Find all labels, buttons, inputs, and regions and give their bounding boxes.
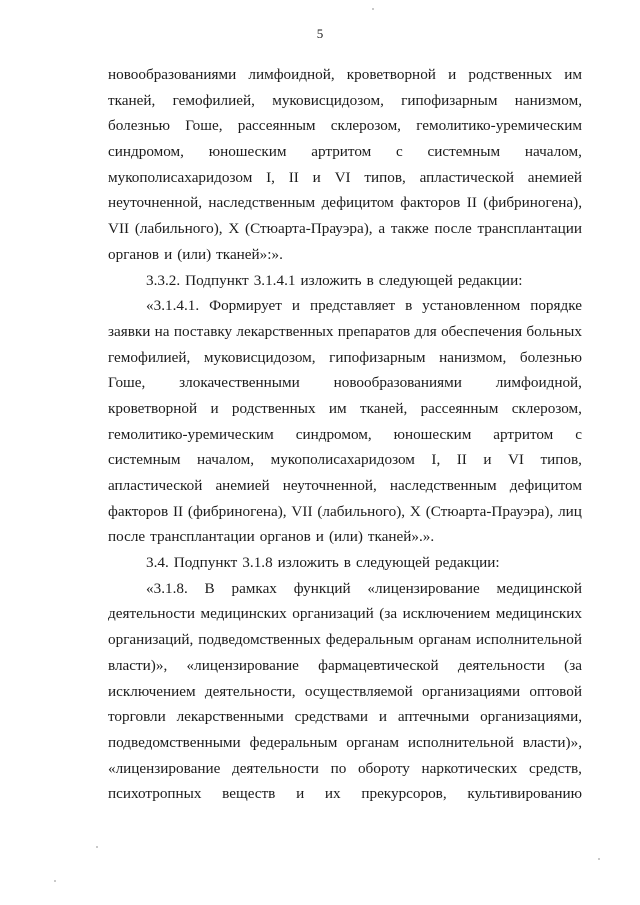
paragraph bbox=[108, 293, 582, 550]
word: наркотических bbox=[421, 759, 518, 777]
word: гемолитико-уремическим bbox=[108, 425, 274, 443]
word: редакции: bbox=[457, 271, 523, 289]
text-line bbox=[108, 576, 582, 602]
word: юношеским bbox=[208, 143, 287, 161]
word: гипофизарным bbox=[329, 348, 426, 366]
text-line bbox=[108, 550, 582, 576]
word: деятельности bbox=[231, 759, 319, 777]
word: и bbox=[164, 245, 173, 263]
word: дефицитом bbox=[509, 477, 582, 494]
word: II bbox=[172, 502, 184, 520]
word: исключением bbox=[402, 605, 491, 623]
word: «лицензирование bbox=[367, 579, 480, 597]
word: мукополисахаридозом bbox=[108, 168, 253, 186]
word: органов bbox=[108, 245, 160, 263]
word: после bbox=[108, 528, 146, 546]
word: медицинских bbox=[495, 605, 582, 623]
text-line bbox=[108, 499, 582, 525]
text-line bbox=[108, 113, 582, 139]
word: VII bbox=[291, 502, 313, 520]
word: Формирует bbox=[209, 297, 282, 315]
word: муковисцидозом, bbox=[272, 91, 384, 109]
word: после bbox=[434, 220, 472, 238]
word: I, bbox=[266, 168, 275, 186]
word: исполнительной bbox=[407, 733, 514, 751]
word: лиц bbox=[558, 502, 582, 520]
word: изложить bbox=[277, 554, 339, 572]
word: нанизмом, bbox=[439, 348, 507, 366]
word: 3.3.2. bbox=[146, 271, 181, 289]
word: деятельности bbox=[108, 605, 195, 623]
word: с bbox=[575, 425, 582, 443]
word: наследственным bbox=[389, 477, 497, 494]
word: II bbox=[288, 168, 299, 186]
word: (или) bbox=[177, 245, 212, 263]
word: новообразованиями bbox=[108, 66, 237, 83]
word: 3.4. bbox=[146, 554, 169, 572]
text-line bbox=[108, 165, 582, 191]
text-line bbox=[108, 447, 582, 473]
text-line bbox=[108, 730, 582, 756]
word: (или) bbox=[328, 528, 363, 546]
word: тканей».». bbox=[367, 528, 435, 546]
word: началом, bbox=[197, 451, 255, 469]
word: их bbox=[324, 785, 341, 803]
word: лекарственных bbox=[236, 322, 334, 340]
text-line bbox=[108, 422, 582, 448]
scan-speck bbox=[598, 858, 600, 860]
word: также bbox=[390, 220, 429, 238]
word: органам bbox=[346, 733, 399, 751]
word: и bbox=[296, 785, 305, 803]
word: федеральным bbox=[249, 733, 338, 751]
word: В bbox=[204, 579, 215, 597]
text-line bbox=[108, 679, 582, 705]
word: организациями, bbox=[480, 708, 582, 726]
scan-speck bbox=[372, 8, 374, 10]
word: апластической bbox=[419, 168, 514, 186]
word: трансплантации bbox=[150, 528, 255, 546]
text-line bbox=[108, 524, 582, 550]
word: типов, bbox=[364, 168, 406, 186]
word: средствами bbox=[294, 708, 369, 726]
word: лекарственными bbox=[176, 708, 284, 726]
text-line bbox=[108, 345, 582, 371]
word: заявки bbox=[108, 322, 151, 340]
word: (Стюарта-Прауэра), bbox=[425, 502, 554, 520]
word: VI bbox=[334, 168, 351, 186]
word: апластической bbox=[108, 477, 203, 494]
word: склерозом, bbox=[330, 117, 401, 135]
word: обороту bbox=[357, 759, 410, 777]
word: артритом bbox=[311, 143, 372, 161]
word: гемофилией, bbox=[108, 348, 191, 366]
word: осуществляемой bbox=[304, 682, 413, 700]
word: веществ bbox=[222, 785, 276, 803]
word: редакции: bbox=[435, 554, 500, 572]
word: (за bbox=[564, 656, 582, 674]
word: подведомственными bbox=[108, 733, 241, 751]
word: (Стюарта-Прауэра), bbox=[245, 220, 373, 238]
text-line bbox=[108, 216, 582, 242]
word: в bbox=[343, 554, 351, 572]
word: «3.1.8. bbox=[146, 579, 188, 597]
word: рассеянным bbox=[420, 399, 499, 417]
word: и bbox=[483, 451, 492, 469]
word: и bbox=[210, 399, 219, 417]
word: I, bbox=[431, 451, 441, 469]
word: юношеским bbox=[393, 425, 472, 443]
word: Гоше, bbox=[108, 374, 146, 392]
word: X bbox=[228, 220, 240, 238]
word: рамках bbox=[231, 579, 277, 597]
text-line bbox=[108, 62, 582, 88]
word: в bbox=[405, 297, 413, 315]
word: лимфоидной, bbox=[248, 66, 335, 83]
text-line bbox=[108, 396, 582, 422]
word: и bbox=[448, 66, 457, 83]
word: препаратов bbox=[337, 322, 411, 340]
paragraph bbox=[108, 550, 582, 576]
word: Гоше, bbox=[185, 117, 223, 135]
text-line bbox=[108, 268, 582, 294]
word: по bbox=[330, 759, 347, 777]
word: оптовой bbox=[529, 682, 582, 700]
word: следующей bbox=[378, 271, 453, 289]
word: системным bbox=[108, 451, 181, 469]
word: с bbox=[396, 143, 403, 161]
word: организаций bbox=[292, 605, 374, 623]
word: порядке bbox=[530, 297, 582, 315]
text-line bbox=[108, 601, 582, 627]
word: II bbox=[456, 451, 467, 469]
word: (за bbox=[379, 605, 398, 623]
word: организациями bbox=[422, 682, 521, 700]
word: Подпункт bbox=[185, 271, 249, 289]
word: факторов bbox=[108, 502, 169, 520]
word: VI bbox=[507, 451, 524, 469]
word: рассеянным bbox=[237, 117, 316, 135]
word: началом, bbox=[524, 143, 582, 161]
word: X bbox=[409, 502, 421, 520]
word: тканей, bbox=[108, 91, 156, 109]
word: культивированию bbox=[467, 785, 582, 803]
word: (фибриногена), bbox=[483, 194, 582, 212]
word: дефицитом bbox=[321, 194, 394, 212]
word: склерозом, bbox=[511, 399, 582, 417]
word: для bbox=[414, 322, 437, 340]
word: власти)», bbox=[108, 656, 168, 674]
text-line bbox=[108, 756, 582, 782]
word: анемией bbox=[527, 168, 582, 186]
document-body bbox=[108, 62, 582, 807]
word: гемофилией, bbox=[172, 91, 255, 109]
text-line bbox=[108, 319, 582, 345]
word: родственных bbox=[468, 66, 553, 83]
word: наследственным bbox=[208, 194, 316, 212]
word: злокачественными bbox=[179, 374, 300, 392]
text-line bbox=[108, 370, 582, 396]
word: медицинских bbox=[200, 605, 287, 623]
word: и bbox=[378, 708, 388, 726]
word: болезнью bbox=[519, 348, 582, 366]
word: и bbox=[315, 528, 324, 546]
word: гипофизарным bbox=[401, 91, 498, 109]
text-line bbox=[108, 242, 582, 268]
word: деятельности bbox=[457, 656, 545, 674]
word: новообразованиями bbox=[333, 374, 462, 392]
text-line bbox=[108, 190, 582, 216]
word: (лабильного), bbox=[317, 502, 406, 520]
word: и bbox=[312, 168, 321, 186]
paragraph bbox=[108, 576, 582, 807]
word: типов, bbox=[540, 451, 582, 469]
word: «лицензирование bbox=[186, 656, 299, 674]
text-line bbox=[108, 473, 582, 499]
word: кроветворной bbox=[346, 66, 436, 83]
text-line bbox=[108, 627, 582, 653]
word: исполнительной bbox=[476, 631, 582, 649]
word: в bbox=[366, 271, 374, 289]
word: психотропных bbox=[108, 785, 202, 803]
word: установленном bbox=[422, 297, 521, 315]
word: нанизмом, bbox=[514, 91, 582, 109]
paragraph bbox=[108, 62, 582, 268]
word: деятельности, bbox=[204, 682, 296, 700]
word: поставку bbox=[173, 322, 233, 340]
word: тканей, bbox=[359, 399, 408, 417]
word: функций bbox=[293, 579, 351, 597]
word: и bbox=[291, 297, 301, 315]
word: 3.1.4.1 bbox=[253, 271, 296, 289]
paragraph bbox=[108, 268, 582, 294]
word: гемолитико-уремическим bbox=[416, 117, 582, 135]
word: родственных bbox=[231, 399, 316, 417]
word: больных bbox=[526, 322, 582, 340]
word: следующей bbox=[355, 554, 431, 572]
word: трансплантации bbox=[477, 220, 582, 238]
word: кроветворной bbox=[108, 399, 198, 417]
scan-speck bbox=[54, 880, 56, 882]
word: синдромом, bbox=[108, 143, 184, 161]
page-number: 5 bbox=[316, 26, 324, 41]
word: органам bbox=[418, 631, 472, 649]
word: лимфоидной, bbox=[495, 374, 582, 392]
word: артритом bbox=[493, 425, 554, 443]
word: обеспечения bbox=[441, 322, 523, 340]
word: медицинской bbox=[496, 579, 582, 597]
word: тканей»:». bbox=[216, 245, 283, 263]
word: неуточненной, bbox=[108, 194, 203, 212]
word: на bbox=[154, 322, 170, 340]
word: федеральным bbox=[325, 631, 414, 649]
word: болезнью bbox=[108, 117, 171, 135]
word: (лабильного), bbox=[134, 220, 223, 238]
word: неуточненной, bbox=[282, 477, 377, 494]
word: мукополисахаридозом bbox=[270, 451, 415, 469]
word: «3.1.4.1. bbox=[146, 297, 200, 315]
word: (фибриногена), bbox=[187, 502, 287, 520]
word: аптечными bbox=[397, 708, 470, 726]
text-line bbox=[108, 781, 582, 807]
word: Подпункт bbox=[173, 554, 238, 572]
text-line bbox=[108, 653, 582, 679]
word: власти)», bbox=[522, 733, 582, 751]
word: 3.1.8 bbox=[242, 554, 273, 572]
word: исключением bbox=[108, 682, 196, 700]
word: а bbox=[378, 220, 386, 238]
word: синдромом, bbox=[295, 425, 372, 443]
word: органов bbox=[259, 528, 311, 546]
word: муковисцидозом, bbox=[203, 348, 316, 366]
word: средств, bbox=[528, 759, 582, 777]
word: фармацевтической bbox=[318, 656, 439, 674]
scan-speck bbox=[96, 846, 98, 848]
text-line bbox=[108, 88, 582, 114]
word: представляет bbox=[309, 297, 396, 315]
word: подведомственных bbox=[198, 631, 321, 649]
word: им bbox=[328, 399, 347, 417]
word: II bbox=[466, 194, 477, 212]
word: системным bbox=[427, 143, 501, 161]
word: торговли bbox=[108, 708, 166, 726]
word: факторов bbox=[400, 194, 461, 212]
word: им bbox=[564, 66, 582, 83]
word: анемией bbox=[215, 477, 270, 494]
text-line bbox=[108, 293, 582, 319]
word: изложить bbox=[300, 271, 362, 289]
text-line bbox=[108, 139, 582, 165]
word: VII bbox=[108, 220, 130, 238]
text-line bbox=[108, 704, 582, 730]
word: «лицензирование bbox=[108, 759, 221, 777]
word: организаций, bbox=[108, 631, 194, 649]
word: прекурсоров, bbox=[361, 785, 447, 803]
